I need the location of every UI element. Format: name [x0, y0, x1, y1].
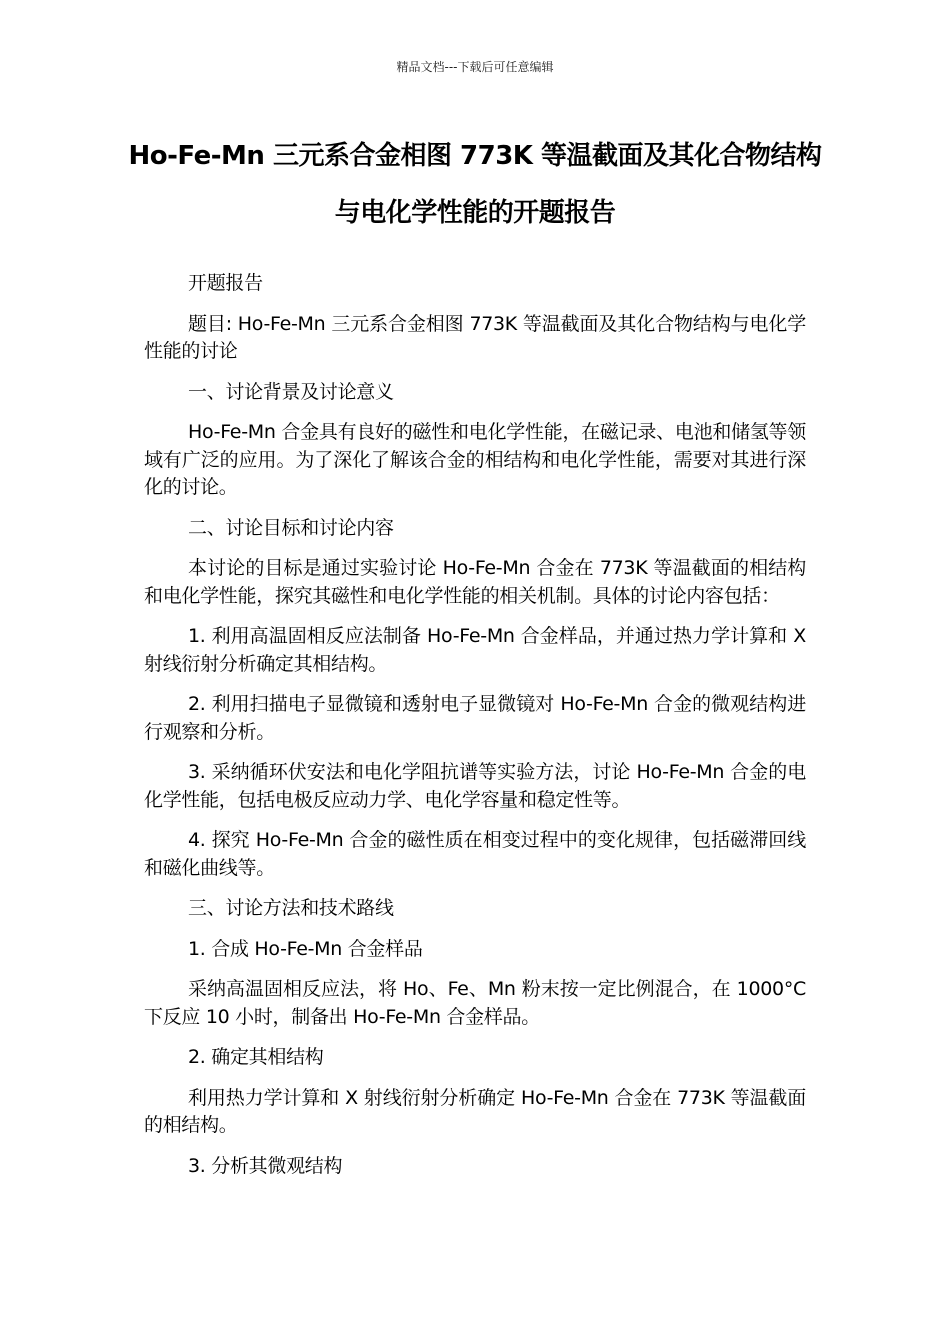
- section-heading-methods: 三、讨论方法和技术路线: [188, 897, 394, 919]
- list-item-goal-2: 2. 利用扫描电子显微镜和透射电子显微镜对 Ho-Fe-Mn 合金的微观结构进行观察和分析。: [144, 693, 806, 743]
- section-heading-background: 一、讨论背景及讨论意义: [188, 380, 394, 403]
- list-item-goal-1: 1. 利用高温固相反应法制备 Ho-Fe-Mn 合金样品，并通过热力学计算和 X 射线衍射分析确定其相结构。: [144, 625, 806, 675]
- paragraph-synthesis: 采纳高温固相反应法，将 Ho、Fe、Mn 粉末按一定比例混合，在 1000°C 下反应 10 小时，制备出 Ho-Fe-Mn 合金样品。: [144, 978, 806, 1028]
- subheading-synthesis: 1. 合成 Ho-Fe-Mn 合金样品: [188, 937, 423, 960]
- section-heading-goals: 二、讨论目标和讨论内容: [188, 516, 394, 539]
- list-item-goal-3: 3. 采纳循环伏安法和电化学阻抗谱等实验方法，讨论 Ho-Fe-Mn 合金的电化学性能，包括电极反应动力学、电化学容量和稳定性等。: [144, 761, 806, 811]
- paragraph-report-label: 开题报告: [188, 272, 263, 294]
- subheading-phase-structure: 2. 确定其相结构: [188, 1046, 324, 1068]
- paragraph-topic: 题目: Ho-Fe-Mn 三元系合金相图 773K 等温截面及其化合物结构与电化学性能的讨论: [144, 312, 806, 362]
- list-item-goal-4: 4. 探究 Ho-Fe-Mn 合金的磁性质在相变过程中的变化规律，包括磁滞回线和磁化曲线等。: [144, 829, 806, 879]
- document-body: [144, 270, 806, 1193]
- paragraph-goals: 本讨论的目标是通过实验讨论 Ho-Fe-Mn 合金在 773K 等温截面的相结构和电化学性能，探究其磁性和电化学性能的相关机制。具体的讨论内容包括：: [144, 557, 806, 607]
- document-title: Ho-Fe-Mn 三元系合金相图 773K 等温截面及其化合物结构与电化学性能的开题报告: [128, 141, 822, 228]
- paragraph-background: Ho-Fe-Mn 合金具有良好的磁性和电化学性能，在磁记录、电池和储氢等领域有广泛的应用。为了深化了解该合金的相结构和电化学性能，需要对其进行深化的讨论。: [144, 421, 806, 498]
- subheading-microstructure: 3. 分析其微观结构: [188, 1154, 343, 1177]
- paragraph-phase-structure: 利用热力学计算和 X 射线衍射分析确定 Ho-Fe-Mn 合金在 773K 等温截面的相结构。: [144, 1086, 806, 1136]
- page-header: 精品文档---下载后可任意编辑: [396, 60, 554, 74]
